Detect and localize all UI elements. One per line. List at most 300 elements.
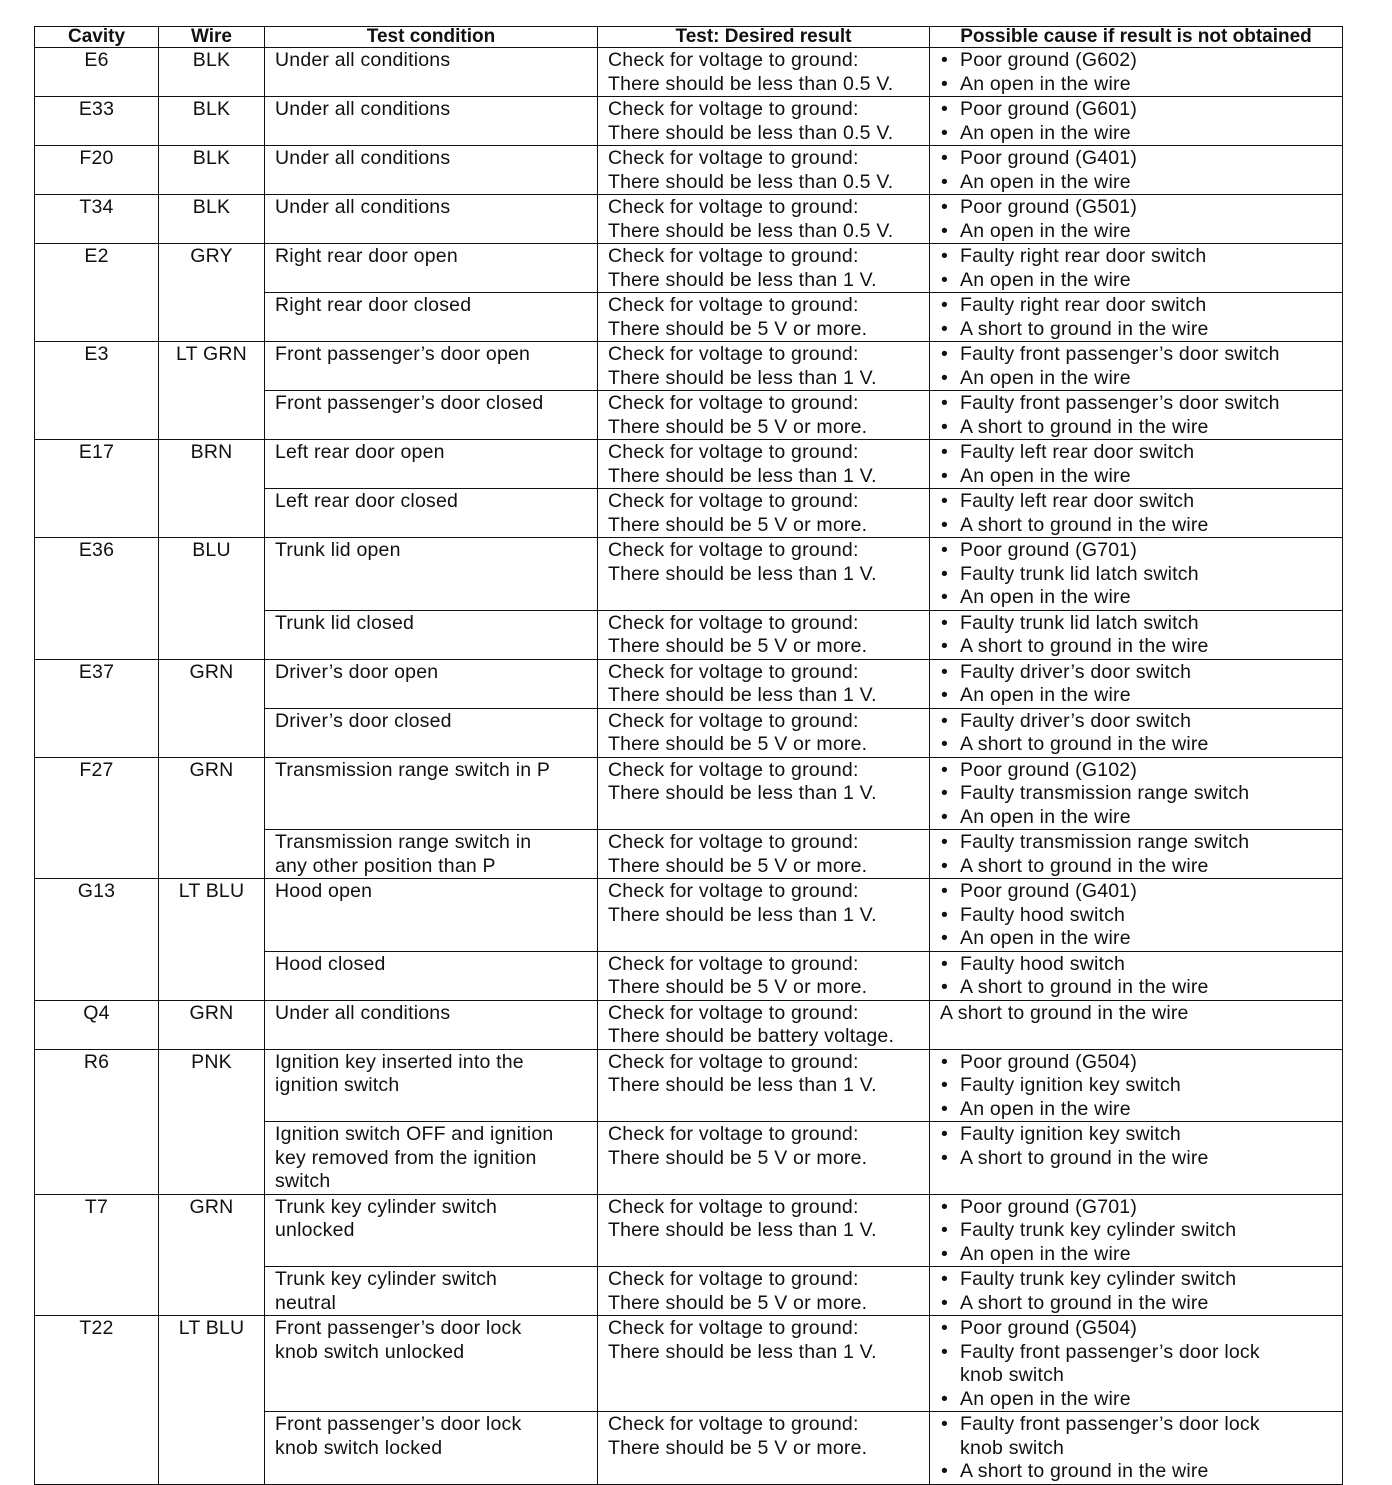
desired-result-line: Check for voltage to ground: bbox=[608, 709, 859, 732]
possible-cause-item bbox=[940, 171, 1342, 195]
desired-result-line: Check for voltage to ground: bbox=[608, 1001, 859, 1024]
test-condition-cell bbox=[265, 195, 598, 244]
possible-cause-item bbox=[940, 294, 1342, 318]
test-condition-cell bbox=[265, 146, 598, 195]
header-possible-cause: Possible cause if result is not obtained bbox=[930, 27, 1343, 48]
bullet-icon: • bbox=[941, 121, 949, 144]
bullet-icon: • bbox=[941, 317, 949, 340]
possible-cause-item bbox=[940, 1341, 1342, 1365]
desired-result-cell bbox=[598, 440, 930, 489]
possible-cause-item bbox=[940, 1074, 1342, 1098]
possible-cause-item bbox=[940, 1413, 1342, 1437]
possible-cause-item bbox=[940, 1219, 1342, 1243]
table-row bbox=[35, 757, 1343, 830]
wire-cell: BLK bbox=[159, 97, 265, 146]
possible-cause-item bbox=[940, 343, 1342, 367]
possible-cause-line: An open in the wire bbox=[960, 268, 1131, 291]
possible-cause-item bbox=[940, 635, 1342, 659]
possible-cause-line: Poor ground (G504) bbox=[960, 1317, 1138, 1339]
test-condition-line: Hood open bbox=[275, 880, 373, 902]
possible-cause-item bbox=[940, 196, 1342, 220]
test-condition-line: Ignition switch OFF and ignition bbox=[275, 1123, 554, 1145]
bullet-icon: • bbox=[941, 219, 949, 242]
desired-result-line: There should be 5 V or more. bbox=[608, 733, 868, 755]
possible-cause-item bbox=[940, 855, 1342, 879]
test-condition-cell bbox=[265, 342, 598, 391]
desired-result-line: There should be less than 1 V. bbox=[608, 562, 877, 585]
desired-result-line: Check for voltage to ground: bbox=[608, 294, 859, 316]
possible-cause-line: An open in the wire bbox=[960, 1242, 1131, 1265]
possible-cause-cell bbox=[930, 293, 1343, 342]
table-row bbox=[35, 440, 1343, 489]
possible-cause-line: Faulty driver’s door switch bbox=[960, 660, 1192, 683]
cavity-cell: E3 bbox=[35, 342, 159, 440]
possible-cause-item bbox=[940, 1388, 1342, 1412]
bullet-icon: • bbox=[941, 1291, 949, 1314]
bullet-icon: • bbox=[941, 98, 949, 120]
possible-cause-item bbox=[940, 1243, 1342, 1267]
possible-cause-line: Faulty hood switch bbox=[960, 903, 1126, 926]
possible-cause-item bbox=[940, 1051, 1342, 1075]
test-condition-cell bbox=[265, 1412, 598, 1485]
possible-cause-line: Faulty transmission range switch bbox=[960, 782, 1250, 804]
possible-cause-line: Faulty front passenger’s door switch bbox=[960, 343, 1280, 365]
desired-result-line: There should be less than 1 V. bbox=[608, 903, 877, 926]
possible-cause-line: A short to ground in the wire bbox=[960, 317, 1209, 340]
test-condition-cell bbox=[265, 48, 598, 97]
test-condition-line: Trunk key cylinder switch bbox=[275, 1195, 498, 1218]
test-condition-cell bbox=[265, 489, 598, 538]
possible-cause-line: knob switch bbox=[960, 1436, 1065, 1459]
possible-cause-item bbox=[940, 880, 1342, 904]
possible-cause-line: A short to ground in the wire bbox=[960, 635, 1209, 657]
possible-cause-item bbox=[940, 490, 1342, 514]
test-condition-line: key removed from the ignition bbox=[275, 1146, 537, 1169]
desired-result-line: There should be battery voltage. bbox=[608, 1025, 895, 1047]
possible-cause-list bbox=[940, 147, 1342, 194]
test-condition-line: Left rear door closed bbox=[275, 490, 459, 512]
possible-cause-list bbox=[940, 245, 1342, 292]
desired-result-cell bbox=[598, 1122, 930, 1195]
desired-result-cell bbox=[598, 1194, 930, 1267]
bullet-icon: • bbox=[941, 366, 949, 389]
wire-cell: PNK bbox=[159, 1049, 265, 1194]
possible-cause-cell bbox=[930, 48, 1343, 97]
possible-cause-cell bbox=[930, 538, 1343, 611]
test-condition-cell bbox=[265, 293, 598, 342]
possible-cause-item bbox=[940, 806, 1342, 830]
desired-result-cell bbox=[598, 610, 930, 659]
cavity-cell: T7 bbox=[35, 1194, 159, 1316]
desired-result-line: There should be 5 V or more. bbox=[608, 513, 868, 536]
possible-cause-line: An open in the wire bbox=[960, 121, 1131, 144]
bullet-icon: • bbox=[941, 1097, 949, 1120]
desired-result-line: Check for voltage to ground: bbox=[608, 98, 859, 120]
test-condition-line: switch bbox=[275, 1170, 331, 1192]
possible-cause-cell bbox=[930, 610, 1343, 659]
cavity-cell: E37 bbox=[35, 659, 159, 757]
desired-result-line: Check for voltage to ground: bbox=[608, 831, 859, 853]
bullet-icon: • bbox=[941, 49, 949, 71]
desired-result-line: There should be 5 V or more. bbox=[608, 976, 868, 998]
test-condition-cell bbox=[265, 440, 598, 489]
desired-result-line: Check for voltage to ground: bbox=[608, 880, 859, 902]
desired-result-cell bbox=[598, 1049, 930, 1122]
cavity-cell: R6 bbox=[35, 1049, 159, 1194]
test-condition-line: Under all conditions bbox=[275, 49, 451, 71]
test-condition-line: any other position than P bbox=[275, 854, 496, 877]
possible-cause-list bbox=[940, 1051, 1342, 1122]
possible-cause-cell bbox=[930, 879, 1343, 952]
possible-cause-cell bbox=[930, 1194, 1343, 1267]
possible-cause-list bbox=[940, 710, 1342, 757]
bullet-icon: • bbox=[941, 611, 949, 634]
possible-cause-line: Faulty trunk key cylinder switch bbox=[960, 1268, 1237, 1290]
possible-cause-line: Poor ground (G102) bbox=[960, 758, 1138, 781]
possible-cause-line: An open in the wire bbox=[960, 366, 1131, 389]
wire-cell: GRY bbox=[159, 244, 265, 342]
desired-result-line: Check for voltage to ground: bbox=[608, 392, 859, 414]
test-condition-line: ignition switch bbox=[275, 1074, 400, 1096]
test-condition-line: Under all conditions bbox=[275, 1001, 451, 1024]
table-row bbox=[35, 538, 1343, 611]
possible-cause-cell bbox=[930, 708, 1343, 757]
desired-result-line: There should be 5 V or more. bbox=[608, 1436, 868, 1459]
possible-cause-item bbox=[940, 976, 1342, 1000]
bullet-icon: • bbox=[941, 733, 949, 755]
bullet-icon: • bbox=[941, 1123, 949, 1145]
test-condition-line: Ignition key inserted into the bbox=[275, 1050, 524, 1073]
bullet-icon: • bbox=[941, 952, 949, 975]
wire-cell: GRN bbox=[159, 1000, 265, 1049]
possible-cause-item bbox=[940, 220, 1342, 244]
header-row bbox=[35, 27, 1343, 48]
test-condition-line: Left rear door open bbox=[275, 441, 445, 463]
possible-cause-item bbox=[940, 953, 1342, 977]
possible-cause-cell bbox=[930, 195, 1343, 244]
possible-cause-line: Faulty driver’s door switch bbox=[960, 709, 1192, 732]
possible-cause-line: Poor ground (G504) bbox=[960, 1050, 1138, 1073]
possible-cause-item bbox=[940, 539, 1342, 563]
possible-cause-line: A short to ground in the wire bbox=[960, 854, 1209, 877]
desired-result-cell bbox=[598, 1412, 930, 1485]
desired-result-cell bbox=[598, 659, 930, 708]
bullet-icon: • bbox=[941, 1195, 949, 1218]
desired-result-line: Check for voltage to ground: bbox=[608, 441, 859, 463]
test-condition-cell bbox=[265, 1316, 598, 1412]
possible-cause-line: Poor ground (G601) bbox=[960, 98, 1138, 120]
possible-cause-item bbox=[940, 733, 1342, 757]
table-row bbox=[35, 48, 1343, 97]
bullet-icon: • bbox=[941, 441, 949, 463]
possible-cause-cell bbox=[930, 1122, 1343, 1195]
desired-result-cell bbox=[598, 342, 930, 391]
possible-cause-cell bbox=[930, 391, 1343, 440]
wire-cell: BLU bbox=[159, 538, 265, 660]
possible-cause-line: An open in the wire bbox=[960, 927, 1131, 949]
possible-cause-line: Poor ground (G501) bbox=[960, 196, 1138, 218]
bullet-icon: • bbox=[941, 170, 949, 193]
bullet-icon: • bbox=[941, 1413, 949, 1435]
test-condition-line: knob switch locked bbox=[275, 1436, 443, 1459]
cavity-cell: Q4 bbox=[35, 1000, 159, 1049]
desired-result-line: There should be less than 1 V. bbox=[608, 464, 877, 487]
bullet-icon: • bbox=[941, 490, 949, 512]
possible-cause-line: An open in the wire bbox=[960, 72, 1131, 95]
desired-result-line: Check for voltage to ground: bbox=[608, 539, 859, 561]
cavity-cell: E17 bbox=[35, 440, 159, 538]
table-row bbox=[35, 195, 1343, 244]
possible-cause-item bbox=[940, 245, 1342, 269]
bullet-icon: • bbox=[941, 1146, 949, 1169]
possible-cause-line: Poor ground (G401) bbox=[960, 147, 1138, 169]
possible-cause-item bbox=[940, 904, 1342, 928]
possible-cause-item bbox=[940, 98, 1342, 122]
possible-cause-item bbox=[940, 1098, 1342, 1122]
desired-result-line: There should be less than 1 V. bbox=[608, 1219, 877, 1241]
possible-cause-list bbox=[940, 49, 1342, 96]
possible-cause-list bbox=[940, 392, 1342, 439]
possible-cause-cell bbox=[930, 146, 1343, 195]
possible-cause-item bbox=[940, 563, 1342, 587]
table-row bbox=[35, 1316, 1343, 1412]
test-condition-cell bbox=[265, 538, 598, 611]
desired-result-line: Check for voltage to ground: bbox=[608, 611, 859, 634]
table-row bbox=[35, 659, 1343, 708]
bullet-icon: • bbox=[941, 1219, 949, 1241]
bullet-icon: • bbox=[941, 927, 949, 949]
cavity-cell: F20 bbox=[35, 146, 159, 195]
table-row bbox=[35, 879, 1343, 952]
test-condition-line: Trunk lid open bbox=[275, 539, 401, 561]
bullet-icon: • bbox=[941, 392, 949, 414]
desired-result-cell bbox=[598, 830, 930, 879]
desired-result-line: There should be 5 V or more. bbox=[608, 1146, 868, 1169]
possible-cause-item bbox=[940, 416, 1342, 440]
bullet-icon: • bbox=[941, 464, 949, 487]
wire-cell: BLK bbox=[159, 48, 265, 97]
test-condition-cell bbox=[265, 1049, 598, 1122]
bullet-icon: • bbox=[941, 1460, 949, 1482]
table-row bbox=[35, 1194, 1343, 1267]
header-cavity: Cavity bbox=[35, 27, 159, 48]
test-condition-cell bbox=[265, 1000, 598, 1049]
possible-cause-item bbox=[940, 269, 1342, 293]
bullet-icon: • bbox=[941, 854, 949, 877]
desired-result-line: There should be less than 1 V. bbox=[608, 1074, 877, 1096]
test-condition-cell bbox=[265, 951, 598, 1000]
test-condition-cell bbox=[265, 97, 598, 146]
test-condition-line: neutral bbox=[275, 1291, 337, 1314]
possible-cause-item bbox=[940, 318, 1342, 342]
possible-cause-cell bbox=[930, 1000, 1343, 1049]
bullet-icon: • bbox=[941, 343, 949, 365]
test-condition-cell bbox=[265, 830, 598, 879]
possible-cause-line: Faulty front passenger’s door lock bbox=[960, 1340, 1260, 1363]
possible-cause-line: knob switch bbox=[960, 1364, 1065, 1386]
possible-cause-cell bbox=[930, 830, 1343, 879]
possible-cause-item bbox=[940, 710, 1342, 734]
desired-result-line: Check for voltage to ground: bbox=[608, 196, 859, 218]
bullet-icon: • bbox=[941, 586, 949, 608]
possible-cause-cell bbox=[930, 440, 1343, 489]
possible-cause-list bbox=[940, 539, 1342, 610]
desired-result-cell bbox=[598, 391, 930, 440]
desired-result-line: Check for voltage to ground: bbox=[608, 1268, 859, 1290]
bullet-icon: • bbox=[941, 805, 949, 828]
possible-cause-cell bbox=[930, 951, 1343, 1000]
possible-cause-list bbox=[940, 1123, 1342, 1170]
possible-cause-line: Faulty front passenger’s door switch bbox=[960, 392, 1280, 414]
possible-cause-item bbox=[940, 661, 1342, 685]
possible-cause-line: Faulty trunk lid latch switch bbox=[960, 611, 1199, 634]
possible-cause-line: A short to ground in the wire bbox=[960, 1146, 1209, 1169]
table-row bbox=[35, 342, 1343, 391]
possible-cause-line: Poor ground (G701) bbox=[960, 539, 1138, 561]
possible-cause-line: An open in the wire bbox=[960, 1097, 1131, 1120]
possible-cause-item bbox=[940, 367, 1342, 391]
possible-cause-line: An open in the wire bbox=[960, 170, 1131, 193]
desired-result-line: There should be 5 V or more. bbox=[608, 1291, 868, 1314]
desired-result-line: Check for voltage to ground: bbox=[608, 490, 859, 512]
possible-cause-list bbox=[940, 1196, 1342, 1267]
wire-cell: GRN bbox=[159, 1194, 265, 1316]
table-body bbox=[35, 48, 1343, 1485]
possible-cause-item bbox=[940, 122, 1342, 146]
test-condition-cell bbox=[265, 1267, 598, 1316]
desired-result-cell bbox=[598, 757, 930, 830]
possible-cause-line: Faulty transmission range switch bbox=[960, 831, 1250, 853]
possible-cause-line: Poor ground (G401) bbox=[960, 880, 1138, 902]
possible-cause-cell bbox=[930, 97, 1343, 146]
bullet-icon: • bbox=[941, 758, 949, 781]
desired-result-line: Check for voltage to ground: bbox=[608, 1413, 859, 1435]
bullet-icon: • bbox=[941, 903, 949, 926]
test-condition-line: Front passenger’s door open bbox=[275, 343, 531, 365]
bullet-icon: • bbox=[941, 1242, 949, 1265]
desired-result-cell bbox=[598, 244, 930, 293]
possible-cause-line: A short to ground in the wire bbox=[960, 976, 1209, 998]
test-condition-line: Transmission range switch in P bbox=[275, 758, 551, 781]
bullet-icon: • bbox=[941, 1268, 949, 1290]
possible-cause-item bbox=[940, 586, 1342, 610]
possible-cause-line: An open in the wire bbox=[960, 219, 1131, 242]
header-test-condition: Test condition bbox=[265, 27, 598, 48]
table-row bbox=[35, 1000, 1343, 1049]
bullet-icon: • bbox=[941, 1074, 949, 1096]
cavity-cell: E6 bbox=[35, 48, 159, 97]
possible-cause-line: Faulty trunk lid latch switch bbox=[960, 562, 1199, 585]
possible-cause-line: Faulty ignition key switch bbox=[960, 1123, 1181, 1145]
possible-cause-item bbox=[940, 782, 1342, 806]
possible-cause-list bbox=[940, 343, 1342, 390]
bullet-icon: • bbox=[941, 1050, 949, 1073]
possible-cause-list bbox=[940, 612, 1342, 659]
test-condition-line: Trunk lid closed bbox=[275, 611, 415, 634]
desired-result-line: There should be 5 V or more. bbox=[608, 415, 868, 438]
bullet-icon: • bbox=[941, 72, 949, 95]
wire-cell: GRN bbox=[159, 659, 265, 757]
possible-cause-cell bbox=[930, 1267, 1343, 1316]
possible-cause-item bbox=[940, 831, 1342, 855]
bullet-icon: • bbox=[941, 782, 949, 804]
possible-cause-cell bbox=[930, 1049, 1343, 1122]
wire-cell: GRN bbox=[159, 757, 265, 879]
desired-result-line: There should be less than 0.5 V. bbox=[608, 219, 894, 242]
possible-cause-line: Faulty trunk key cylinder switch bbox=[960, 1219, 1237, 1241]
desired-result-line: There should be less than 0.5 V. bbox=[608, 121, 894, 144]
cavity-cell: E33 bbox=[35, 97, 159, 146]
bullet-icon: • bbox=[941, 880, 949, 902]
desired-result-line: Check for voltage to ground: bbox=[608, 147, 859, 169]
wire-cell: LT BLU bbox=[159, 879, 265, 1001]
desired-result-cell bbox=[598, 538, 930, 611]
desired-result-line: Check for voltage to ground: bbox=[608, 758, 859, 781]
possible-cause-item bbox=[940, 1147, 1342, 1171]
cavity-cell: G13 bbox=[35, 879, 159, 1001]
possible-cause-line: An open in the wire bbox=[960, 1387, 1131, 1410]
possible-cause-item bbox=[940, 514, 1342, 538]
cavity-cell: F27 bbox=[35, 757, 159, 879]
possible-cause-line: An open in the wire bbox=[960, 464, 1131, 487]
cavity-cell: E2 bbox=[35, 244, 159, 342]
possible-cause-line: A short to ground in the wire bbox=[960, 1460, 1209, 1482]
desired-result-cell bbox=[598, 293, 930, 342]
desired-result-line: Check for voltage to ground: bbox=[608, 1195, 859, 1218]
possible-cause-list bbox=[940, 1413, 1342, 1484]
possible-cause-line: A short to ground in the wire bbox=[960, 733, 1209, 755]
wire-cell: BLK bbox=[159, 146, 265, 195]
possible-cause-line: Poor ground (G602) bbox=[960, 49, 1138, 71]
possible-cause-item bbox=[940, 441, 1342, 465]
possible-cause-list bbox=[940, 1268, 1342, 1315]
possible-cause-cell bbox=[930, 489, 1343, 538]
possible-cause-line: Faulty right rear door switch bbox=[960, 245, 1207, 267]
bullet-icon: • bbox=[941, 976, 949, 998]
bullet-icon: • bbox=[941, 1340, 949, 1363]
test-condition-line: Under all conditions bbox=[275, 196, 451, 218]
bullet-icon: • bbox=[941, 1387, 949, 1410]
possible-cause-text: A short to ground in the wire bbox=[940, 1001, 1189, 1024]
desired-result-cell bbox=[598, 879, 930, 952]
possible-cause-list bbox=[940, 490, 1342, 537]
desired-result-line: Check for voltage to ground: bbox=[608, 1050, 859, 1073]
test-condition-line: Front passenger’s door lock bbox=[275, 1413, 522, 1435]
desired-result-cell bbox=[598, 708, 930, 757]
desired-result-line: Check for voltage to ground: bbox=[608, 343, 859, 365]
possible-cause-list bbox=[940, 759, 1342, 830]
possible-cause-list bbox=[940, 1317, 1342, 1411]
possible-cause-line: Faulty ignition key switch bbox=[960, 1074, 1181, 1096]
possible-cause-cell bbox=[930, 1412, 1343, 1485]
possible-cause-item bbox=[940, 759, 1342, 783]
desired-result-cell bbox=[598, 1000, 930, 1049]
possible-cause-item bbox=[940, 684, 1342, 708]
possible-cause-line: Faulty front passenger’s door lock bbox=[960, 1413, 1260, 1435]
test-condition-line: unlocked bbox=[275, 1219, 355, 1241]
possible-cause-item bbox=[940, 73, 1342, 97]
possible-cause-cell bbox=[930, 757, 1343, 830]
possible-cause-item bbox=[940, 1196, 1342, 1220]
desired-result-line: There should be less than 1 V. bbox=[608, 366, 877, 389]
possible-cause-line: A short to ground in the wire bbox=[960, 1291, 1209, 1314]
possible-cause-item bbox=[940, 1437, 1342, 1461]
possible-cause-line: Faulty hood switch bbox=[960, 952, 1126, 975]
bullet-icon: • bbox=[941, 562, 949, 585]
test-condition-line: Driver’s door open bbox=[275, 660, 439, 683]
desired-result-cell bbox=[598, 1267, 930, 1316]
possible-cause-list bbox=[940, 880, 1342, 951]
